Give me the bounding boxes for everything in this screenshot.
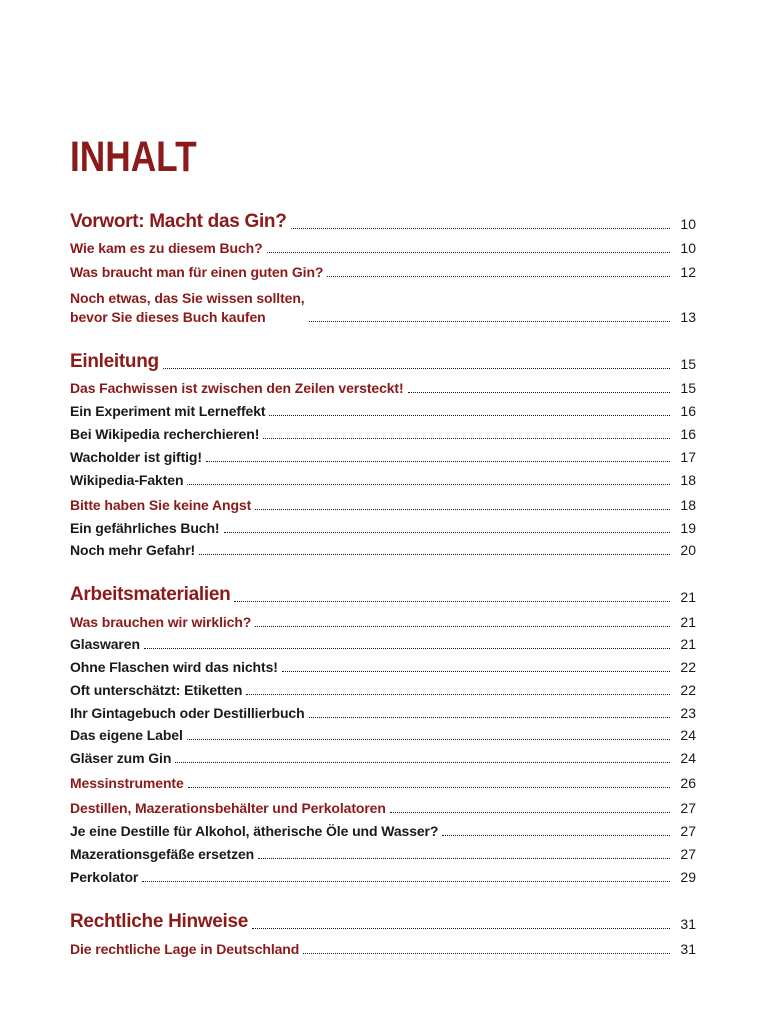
page-number: 19 bbox=[680, 520, 696, 537]
toc-entry-line: Ein Experiment mit Lerneffekt bbox=[70, 403, 266, 420]
page-number: 17 bbox=[680, 449, 696, 466]
toc-entry-line: Was brauchen wir wirklich? bbox=[70, 614, 252, 631]
toc-entry-line: Das Fachwissen ist zwischen den Zeilen versteckt! bbox=[70, 380, 404, 397]
toc-entry-line: Einleitung bbox=[70, 351, 159, 373]
dot-leader bbox=[144, 648, 670, 649]
dot-leader bbox=[206, 461, 670, 462]
toc-entry-line: Wie kam es zu diesem Buch? bbox=[70, 240, 263, 257]
dot-leader bbox=[291, 228, 670, 229]
toc-entry-line: bevor Sie dieses Buch kaufen bbox=[70, 309, 266, 326]
section-title bbox=[70, 683, 242, 698]
section-title bbox=[70, 498, 251, 513]
toc-entry-line: Wacholder ist giftig! bbox=[70, 449, 202, 466]
page-number: 12 bbox=[680, 264, 696, 281]
chapter-title bbox=[70, 912, 248, 932]
page-number: 10 bbox=[680, 216, 696, 233]
toc-entry[interactable] bbox=[70, 210, 696, 232]
page-number: 23 bbox=[680, 705, 696, 722]
chapter-title bbox=[70, 212, 287, 232]
dot-leader bbox=[224, 532, 671, 533]
toc-entry-line: Was braucht man für einen guten Gin? bbox=[70, 264, 324, 281]
toc-entry-line: Noch mehr Gefahr! bbox=[70, 542, 196, 559]
section-title bbox=[70, 291, 305, 325]
section-title bbox=[70, 942, 299, 957]
toc-entry-line: Bei Wikipedia recherchieren! bbox=[70, 426, 260, 443]
section-title bbox=[70, 450, 202, 465]
section-title bbox=[70, 521, 220, 536]
toc-entry[interactable] bbox=[70, 773, 696, 791]
toc-entry[interactable] bbox=[70, 583, 696, 605]
toc-entry[interactable] bbox=[70, 844, 696, 862]
toc-entry-line: Arbeitsmaterialien bbox=[70, 584, 231, 606]
toc-entry-line: Vorwort: Macht das Gin? bbox=[70, 211, 287, 233]
toc-entry[interactable] bbox=[70, 867, 696, 885]
page-number: 21 bbox=[680, 636, 696, 653]
page-number: 10 bbox=[680, 240, 696, 257]
section-title bbox=[70, 706, 305, 721]
dot-leader bbox=[199, 554, 670, 555]
dot-leader bbox=[267, 252, 670, 253]
toc-entry-line: Rechtliche Hinweise bbox=[70, 911, 249, 933]
dot-leader bbox=[263, 438, 670, 439]
dot-leader bbox=[303, 953, 670, 954]
toc-entry-line: Noch etwas, das Sie wissen sollten, bbox=[70, 289, 305, 306]
toc-entry-line: Ohne Flaschen wird das nichts! bbox=[70, 659, 278, 676]
dot-leader bbox=[258, 858, 670, 859]
toc-entry[interactable] bbox=[70, 680, 696, 698]
dot-leader bbox=[252, 928, 670, 929]
toc-entry-line: Bitte haben Sie keine Angst bbox=[70, 497, 252, 514]
toc-entry[interactable] bbox=[70, 703, 696, 721]
dot-leader bbox=[309, 717, 670, 718]
toc-entry[interactable] bbox=[70, 939, 696, 957]
section-title bbox=[70, 870, 138, 885]
page-number: 27 bbox=[680, 800, 696, 817]
page-number: 16 bbox=[680, 426, 696, 443]
section-title bbox=[70, 427, 259, 442]
section-title bbox=[70, 847, 254, 862]
dot-leader bbox=[269, 415, 670, 416]
toc-entry[interactable] bbox=[70, 634, 696, 652]
page-number: 27 bbox=[680, 846, 696, 863]
toc-entry[interactable] bbox=[70, 262, 696, 280]
page-number: 27 bbox=[680, 823, 696, 840]
section-title bbox=[70, 615, 251, 630]
page-number: 24 bbox=[680, 750, 696, 767]
toc-entry-line: Mazerationsgefäße ersetzen bbox=[70, 846, 255, 863]
page-number: 24 bbox=[680, 727, 696, 744]
page-number: 15 bbox=[680, 356, 696, 373]
dot-leader bbox=[234, 601, 670, 602]
toc-entry[interactable] bbox=[70, 518, 696, 536]
page-number: 18 bbox=[680, 472, 696, 489]
toc-entry-line: Oft unterschätzt: Etiketten bbox=[70, 682, 243, 699]
toc-entry-line: Gläser zum Gin bbox=[70, 750, 172, 767]
page-number: 15 bbox=[680, 380, 696, 397]
toc-entry[interactable] bbox=[70, 401, 696, 419]
toc-entry[interactable] bbox=[70, 748, 696, 766]
dot-leader bbox=[187, 484, 670, 485]
page-number: 22 bbox=[680, 682, 696, 699]
chapter-title bbox=[70, 585, 230, 605]
page-number: 18 bbox=[680, 497, 696, 514]
dot-leader bbox=[309, 321, 670, 322]
section-title bbox=[70, 637, 140, 652]
section-title bbox=[70, 751, 171, 766]
section-title bbox=[70, 776, 184, 791]
section-title bbox=[70, 543, 195, 558]
page-number: 21 bbox=[680, 589, 696, 606]
section-title bbox=[70, 660, 278, 675]
toc-entry-line: Wikipedia-Fakten bbox=[70, 472, 184, 489]
section-title bbox=[70, 728, 183, 743]
page-number: 21 bbox=[680, 614, 696, 631]
section-title bbox=[70, 381, 404, 396]
dot-leader bbox=[255, 626, 670, 627]
toc-entry-line: Ihr Gintagebuch oder Destillierbuch bbox=[70, 705, 305, 722]
dot-leader bbox=[255, 509, 670, 510]
toc-entry[interactable] bbox=[70, 350, 696, 372]
toc-entry-line: Glaswaren bbox=[70, 636, 140, 653]
toc-entry[interactable] bbox=[70, 495, 696, 513]
dot-leader bbox=[175, 762, 670, 763]
page-number: 29 bbox=[680, 869, 696, 886]
dot-leader bbox=[163, 368, 670, 369]
dot-leader bbox=[142, 881, 670, 882]
page-number: 31 bbox=[680, 916, 696, 933]
page-number: 16 bbox=[680, 403, 696, 420]
toc-entry[interactable] bbox=[70, 725, 696, 743]
dot-leader bbox=[246, 694, 670, 695]
toc-entry[interactable] bbox=[70, 378, 696, 396]
section-title bbox=[70, 824, 438, 839]
toc-entry-line: Je eine Destille für Alkohol, ätherische Öle und Wasser? bbox=[70, 823, 439, 840]
toc-entry[interactable] bbox=[70, 285, 696, 325]
page-number: 31 bbox=[680, 941, 696, 958]
toc-entry[interactable] bbox=[70, 470, 696, 488]
page-title: INHALT bbox=[70, 133, 197, 181]
section-title bbox=[70, 241, 263, 256]
page-number: 13 bbox=[680, 309, 696, 326]
toc-entry[interactable] bbox=[70, 424, 696, 442]
toc-entry[interactable] bbox=[70, 821, 696, 839]
toc-entry-line: Ein gefährliches Buch! bbox=[70, 520, 220, 537]
toc-entry-line: Das eigene Label bbox=[70, 727, 183, 744]
dot-leader bbox=[408, 392, 670, 393]
toc-entry[interactable] bbox=[70, 238, 696, 256]
page-number: 22 bbox=[680, 659, 696, 676]
dot-leader bbox=[442, 835, 670, 836]
toc-entry-line: Messinstrumente bbox=[70, 775, 184, 792]
toc-entry[interactable] bbox=[70, 798, 696, 816]
section-title bbox=[70, 265, 323, 280]
dot-leader bbox=[187, 739, 670, 740]
section-title bbox=[70, 404, 265, 419]
toc-entry[interactable] bbox=[70, 910, 696, 932]
toc-entry[interactable] bbox=[70, 540, 696, 558]
page-number: 26 bbox=[680, 775, 696, 792]
dot-leader bbox=[188, 787, 670, 788]
dot-leader bbox=[327, 276, 670, 277]
toc-entry-line: Perkolator bbox=[70, 869, 139, 886]
section-title bbox=[70, 473, 183, 488]
toc-entry[interactable] bbox=[70, 612, 696, 630]
toc-entry[interactable] bbox=[70, 657, 696, 675]
toc-entry[interactable] bbox=[70, 447, 696, 465]
dot-leader bbox=[390, 812, 670, 813]
section-title bbox=[70, 801, 386, 816]
toc-entry-line: Die rechtliche Lage in Deutschland bbox=[70, 941, 300, 958]
toc-entry-line: Destillen, Mazerationsbehälter und Perkolatoren bbox=[70, 800, 386, 817]
page-number: 20 bbox=[680, 542, 696, 559]
chapter-title bbox=[70, 352, 159, 372]
dot-leader bbox=[282, 671, 670, 672]
